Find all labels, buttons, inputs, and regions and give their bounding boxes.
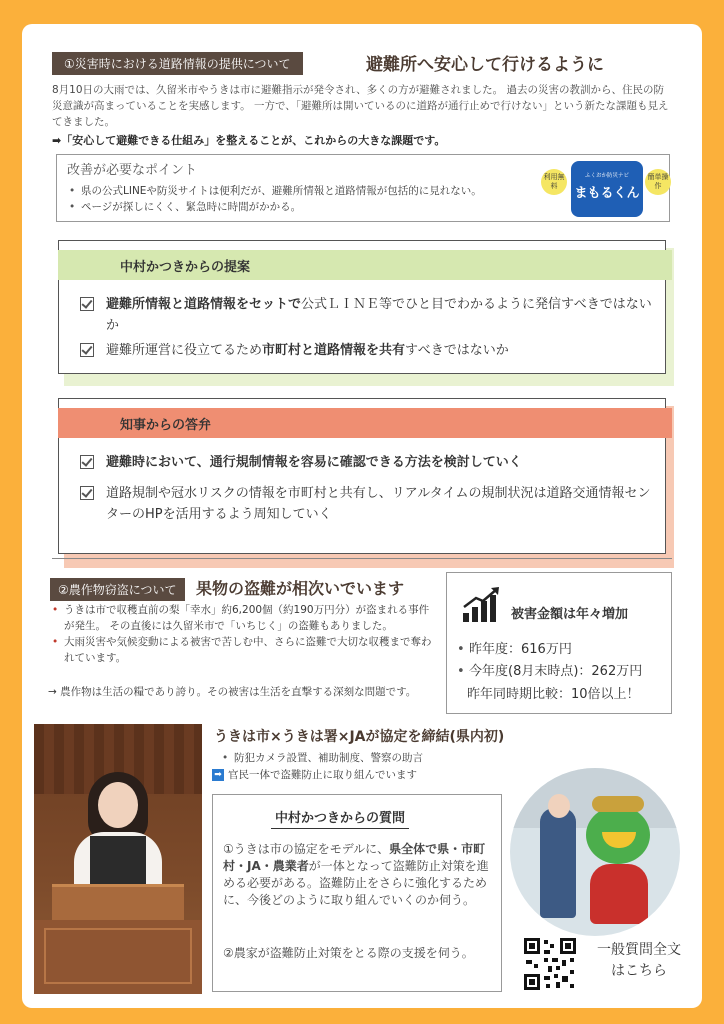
damage-row: • 昨年度：616万円: [457, 639, 642, 661]
podium: [52, 884, 184, 924]
mascot-body: [590, 864, 648, 924]
free-badge: 利用無料: [541, 169, 567, 195]
proposal-item-text: 避難所運営に役立てるため: [106, 343, 263, 358]
mascot-hat: [592, 796, 644, 812]
answer-item: [80, 452, 652, 473]
section-divider: [52, 558, 672, 559]
damage-box: [446, 572, 672, 714]
mascot-photo: [510, 768, 680, 936]
proposal-item-text: 公式ＬＩＮＥ等でひと目でわかるように発信すべきではないか: [106, 297, 652, 333]
checkbox-icon: [80, 486, 94, 500]
theft-bullets: [52, 602, 434, 666]
agreement-list: [222, 750, 423, 766]
person-figure: [540, 808, 576, 918]
agreement-arrow-text: 官民一体で盗難防止に取り組んでいます: [228, 769, 417, 781]
arrow-right-icon: ➡: [212, 769, 224, 781]
question-1-bold: 県全体で県・市町村・JA・農業者: [223, 842, 486, 873]
agreement-headline: うきは市×うきは署×JAが協定を締結(県内初): [214, 729, 505, 745]
damage-list: [457, 639, 642, 683]
proposal-item-bold: 避難所情報と道路情報をセットで: [106, 297, 302, 312]
damage-row: • 今年度(8月末時点)：262万円: [457, 661, 642, 683]
person-head: [548, 794, 570, 818]
easy-badge: 簡単操作: [645, 169, 671, 195]
qr-code-icon[interactable]: [522, 936, 578, 992]
app-subtitle: ふくおか防災ナビ: [584, 173, 629, 179]
answer-item: [80, 483, 652, 525]
proposal-item: [80, 294, 652, 336]
app-name: まもるくん: [574, 186, 640, 201]
damage-title: 被害金額は年々増加: [511, 607, 629, 622]
proposal-item-bold: 市町村と道路情報を共有: [262, 343, 406, 358]
speaker-face: [98, 782, 138, 828]
checkbox-icon: [80, 343, 94, 357]
proposal-items: [80, 294, 652, 361]
points-item: • ページが探しにくく、緊急時に時間がかかる。: [69, 199, 539, 215]
theft-note: → 農作物は生活の糧であり誇り。その被害は生活を直撃する深刻な問題です。: [48, 686, 417, 698]
proposal-header: [58, 250, 672, 280]
question-1-text: ①うきは市の協定をモデルに、: [223, 842, 390, 856]
damage-compare: 昨年同時期比較：10倍以上！: [467, 687, 640, 702]
qr-caption[interactable]: [584, 940, 694, 982]
section1-headline: 避難所へ安心して行けるように: [366, 55, 604, 75]
flyer-page: [22, 24, 702, 1008]
question-1: [223, 841, 493, 909]
points-list: [69, 183, 539, 215]
improvement-points-box: [56, 154, 670, 222]
growth-chart-icon: [461, 587, 501, 623]
question-2: ②農家が盗難防止対策をとる際の支援を伺う。: [223, 946, 474, 960]
proposal-item-text: すべきではないか: [405, 343, 509, 358]
theft-bullet: • うきは市で収穫直前の梨「幸水」約6,200個（約190万円分）が盗まれる事件が発生。 その直後には久留米市で「いちじく」の盗難もありました。: [52, 602, 434, 634]
answer-item-text: 道路規制や冠水リスクの情報を市町村と共有し、リアルタイムの規制状況は道路交通情報センターのHPを活用するよう周知していく: [106, 486, 651, 522]
qr-caption-line: 一般質問全文: [597, 942, 681, 958]
checkbox-icon: [80, 455, 94, 469]
section1-tag: ①災害時における道路情報の提供について: [52, 52, 303, 75]
theft-bullet: • 大雨災害や気候変動による被害で苦しむ中、さらに盗難で大切な収穫まで奪われています。: [52, 634, 434, 666]
section2-headline: 果物の盗難が相次いでいます: [196, 579, 405, 598]
qr-caption-line: はこちら: [611, 963, 667, 979]
proposal-item: [80, 340, 652, 361]
answer-items: [80, 452, 652, 525]
app-logo: [571, 161, 643, 217]
agreement-arrow-row: [212, 767, 417, 783]
answer-header: [58, 408, 672, 438]
points-title: 改善が必要なポイント: [67, 163, 198, 178]
answer-item-bold: 避難時において、通行規制情報を容易に確認できる方法を検討していく: [106, 455, 522, 470]
question-1-text: が一体となって盗難防止対策を進める必要がある。盗難防止をさらに強化するために、今後どのように取り組んでいくのか伺う。: [223, 859, 489, 907]
answer-title: 知事からの答弁: [120, 418, 212, 433]
agreement-bullet: • 防犯カメラ設置、補助制度、警察の助言: [222, 750, 423, 766]
checkbox-icon: [80, 297, 94, 311]
section1-conclusion: ➡「安心して避難できる仕組み」を整えることが、これからの大きな課題です。: [52, 134, 446, 147]
points-item: • 県の公式LINEや防災サイトは便利だが、避難所情報と道路情報が包括的に見れない。: [69, 183, 539, 199]
section1-body: 8月10日の大雨では、久留米市やうきは市に避難指示が発令され、多くの方が避難されました。 過去の災害の教訓から、住民の防災意識が高まっていることを実感します。 一方で、「避難所は開いているのに道路が通行止めで行けない」という新たな課題も見えてきました。: [52, 84, 669, 128]
speaker-photo: [34, 724, 202, 994]
question-title: 中村かつきからの質問: [271, 807, 409, 829]
question-box: [212, 794, 502, 992]
proposal-title: 中村かつきからの提案: [120, 260, 251, 275]
section2-tag: ②農作物窃盗について: [50, 578, 185, 601]
podium-panel: [44, 928, 192, 984]
